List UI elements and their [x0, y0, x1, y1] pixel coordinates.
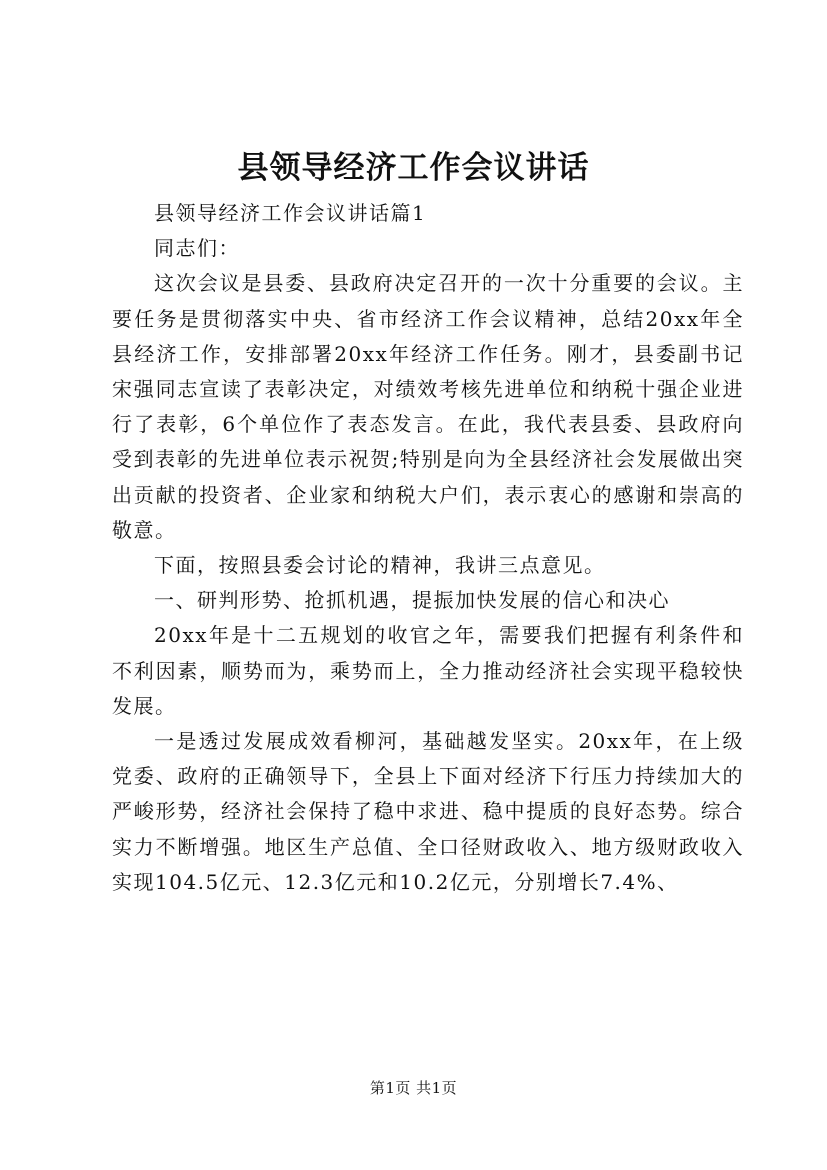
document-title: 县领导经济工作会议讲话: [237, 150, 590, 186]
section-heading: 县领导经济工作会议讲话篇1: [154, 201, 427, 225]
salutation: 同志们：: [154, 236, 240, 261]
page-footer: 第1页 共1页: [369, 1079, 458, 1097]
paragraph-achievements: 一是透过发展成效看柳河，基础越发坚实。20xx年，在上级党委、政府的正确领导下，全县上下面对经济下行压力持续加大的严峻形势，经济社会保持了稳中求进、稳中提质的良好态势。综合实力不断增强。地区生产总值、全口径财政收入、地方级财政收入实现104.5亿元、12.3亿元和10.2亿元，分别增长7.4%、: [112, 729, 744, 894]
paragraph-intro: 这次会议是县委、县政府决定召开的一次十分重要的会议。主要任务是贯彻落实中央、省市经济工作会议精神，总结20xx年全县经济工作，安排部署20xx年经济工作任务。刚才，县委副书记宋强同志宣读了表彰决定，对绩效考核先进单位和纳税十强企业进行了表彰，6个单位作了表态发言。在此，我代表县委、县政府向受到表彰的先进单位表示祝贺;特别是向为全县经济社会发展做出突出贡献的投资者、企业家和纳税大户们，表示衷心的感谢和崇高的敬意。: [112, 271, 744, 542]
point-one-heading: 一、研判形势、抢抓机遇，提振加快发展的信心和决心: [154, 588, 670, 613]
paragraph-context: 20xx年是十二五规划的收官之年，需要我们把握有利条件和不利因素，顺势而为，乘势而上，全力推动经济社会实现平稳较快发展。: [112, 623, 744, 718]
document-body: [112, 196, 744, 900]
paragraph-outline: 下面，按照县委会讨论的精神，我讲三点意见。: [154, 553, 606, 578]
